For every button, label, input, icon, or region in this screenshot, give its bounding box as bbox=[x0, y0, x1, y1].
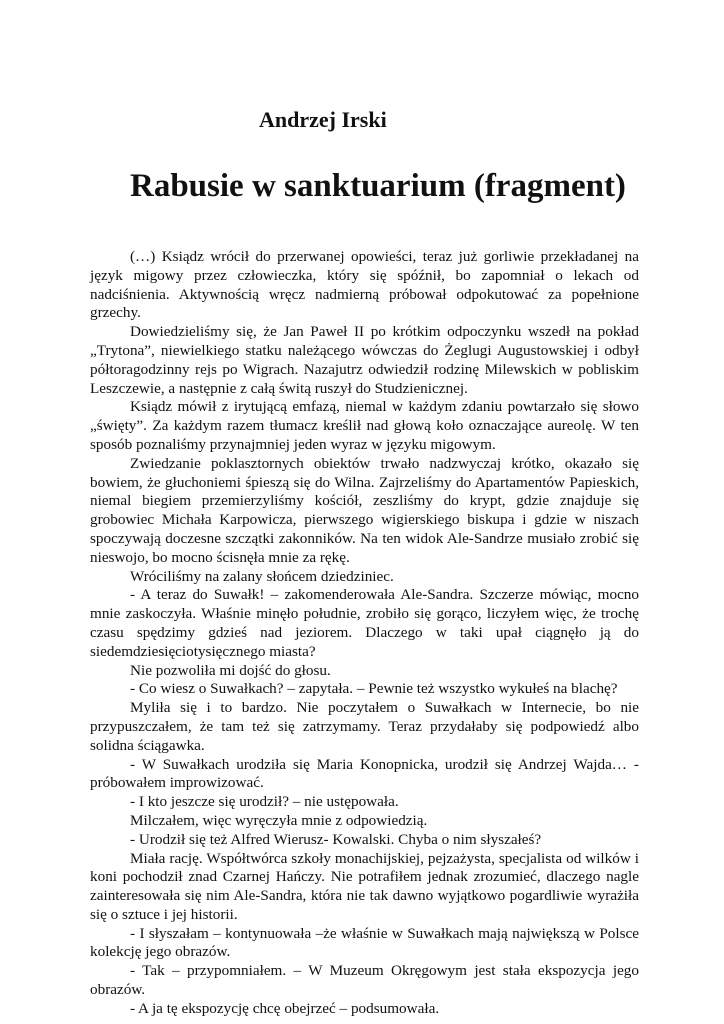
paragraph: - Tak – przypomniałem. – W Muzeum Okręgowym jest stała ekspozycja jego obrazów. bbox=[90, 962, 639, 999]
paragraph: Myliła się i to bardzo. Nie poczytałem o Suwałkach w Internecie, bo nie przypuszczałem, że tam też się zatrzymamy. Teraz przydałaby się podpowiedź albo solidna ściągawka. bbox=[90, 699, 639, 754]
paragraph: - I kto jeszcze się urodził? – nie ustępowała. bbox=[130, 793, 399, 811]
paragraph: - A teraz do Suwałk! – zakomenderowała Ale-Sandra. Szczerze mówiąc, mocno mnie zaskoczyła. Właśnie minęło południe, zrobiło się gorąco, liczyłem więc, że trochę czasu spędzimy gdzieś nad jeziorem. Dlaczego w taki upał ciągnęło ją do siedemdziesięciotysięcznego miasta? bbox=[90, 586, 639, 660]
paragraph: Dowiedzieliśmy się, że Jan Paweł II po krótkim odpoczynku wszedł na pokład „Trytona”, niewielkiego statku należącego wówczas do Żeglugi Augustowskiej i odbył półtoragodzinny rejs po Wigrach. Nazajutrz odwiedził rodzinę Milewskich w pobliskim Leszczewie, a następnie z całą świtą ruszył do Studzienicznej. bbox=[90, 323, 639, 397]
paragraph: Milczałem, więc wyręczyła mnie z odpowiedzią. bbox=[130, 811, 428, 829]
paragraph: Nie pozwoliła mi dojść do głosu. bbox=[130, 661, 331, 679]
paragraph: Ksiądz mówił z irytującą emfazą, niemal w każdym zdaniu powtarzało się słowo „święty”. Za każdym razem tłumacz kreślił nad głową koło oznaczające aureolę. W ten sposób poznaliśmy przynajmniej jeden wyraz w języku migowym. bbox=[90, 398, 639, 453]
author-name: Andrzej Irski bbox=[259, 107, 387, 132]
paragraph: Zwiedzanie poklasztornych obiektów trwało nadzwyczaj krótko, okazało się bowiem, że głuchoniemi śpieszą się do Wilna. Zajrzeliśmy do Apartamentów Papieskich, niemal biegiem przemierzyliśmy kościół, zeszliśmy do krypt, gdzie znajduje się grobowiec Michała Karpowicza, pierwszego wigierskiego biskupa i gdzie w niszach spoczywają doczesne szczątki zakonników. Na ten widok Ale-Sandrze musiało zrobić się nieswojo, bo mocno ścisnęła mnie za rękę. bbox=[90, 454, 639, 566]
paragraph: - A ja tę ekspozycję chcę obejrzeć – podsumowała. bbox=[130, 999, 440, 1017]
body-text bbox=[90, 248, 639, 1019]
paragraph: - I słyszałam – kontynuowała –że właśnie w Suwałkach mają największą w Polsce kolekcję jego obrazów. bbox=[90, 924, 639, 961]
paragraph: - Co wiesz o Suwałkach? – zapytała. – Pewnie też wszystko wykułeś na blachę? bbox=[130, 680, 618, 698]
paragraph: (…) Ksiądz wrócił do przerwanej opowieści, teraz już gorliwie przekładanej na język migowy przez człowieczka, który się spóźnił, bo zapomniał o lekach od nadciśnienia. Aktywnością wręcz nadmierną próbował odpokutować za popełnione grzechy. bbox=[90, 248, 639, 322]
paragraph: - Urodził się też Alfred Wierusz- Kowalski. Chyba o nim słyszałeś? bbox=[130, 830, 542, 848]
paragraph: Miała rację. Współtwórca szkoły monachijskiej, pejzażysta, specjalista od wilków i koni pochodził znad Czarnej Hańczy. Nie potrafiłem jednak zrozumieć, dlaczego nagle zainteresowała się nim Ale-Sandra, która nie tak dawno wyjątkowo pogardliwie wyrażiła się o sztuce i jej historii. bbox=[90, 849, 639, 923]
document-title: Rabusie w sanktuarium (fragment) bbox=[130, 168, 626, 204]
paragraph: Wróciliśmy na zalany słońcem dziedziniec. bbox=[130, 567, 394, 585]
paragraph: - W Suwałkach urodziła się Maria Konopnicka, urodził się Andrzej Wajda… - próbowałem improwizować. bbox=[90, 755, 639, 792]
